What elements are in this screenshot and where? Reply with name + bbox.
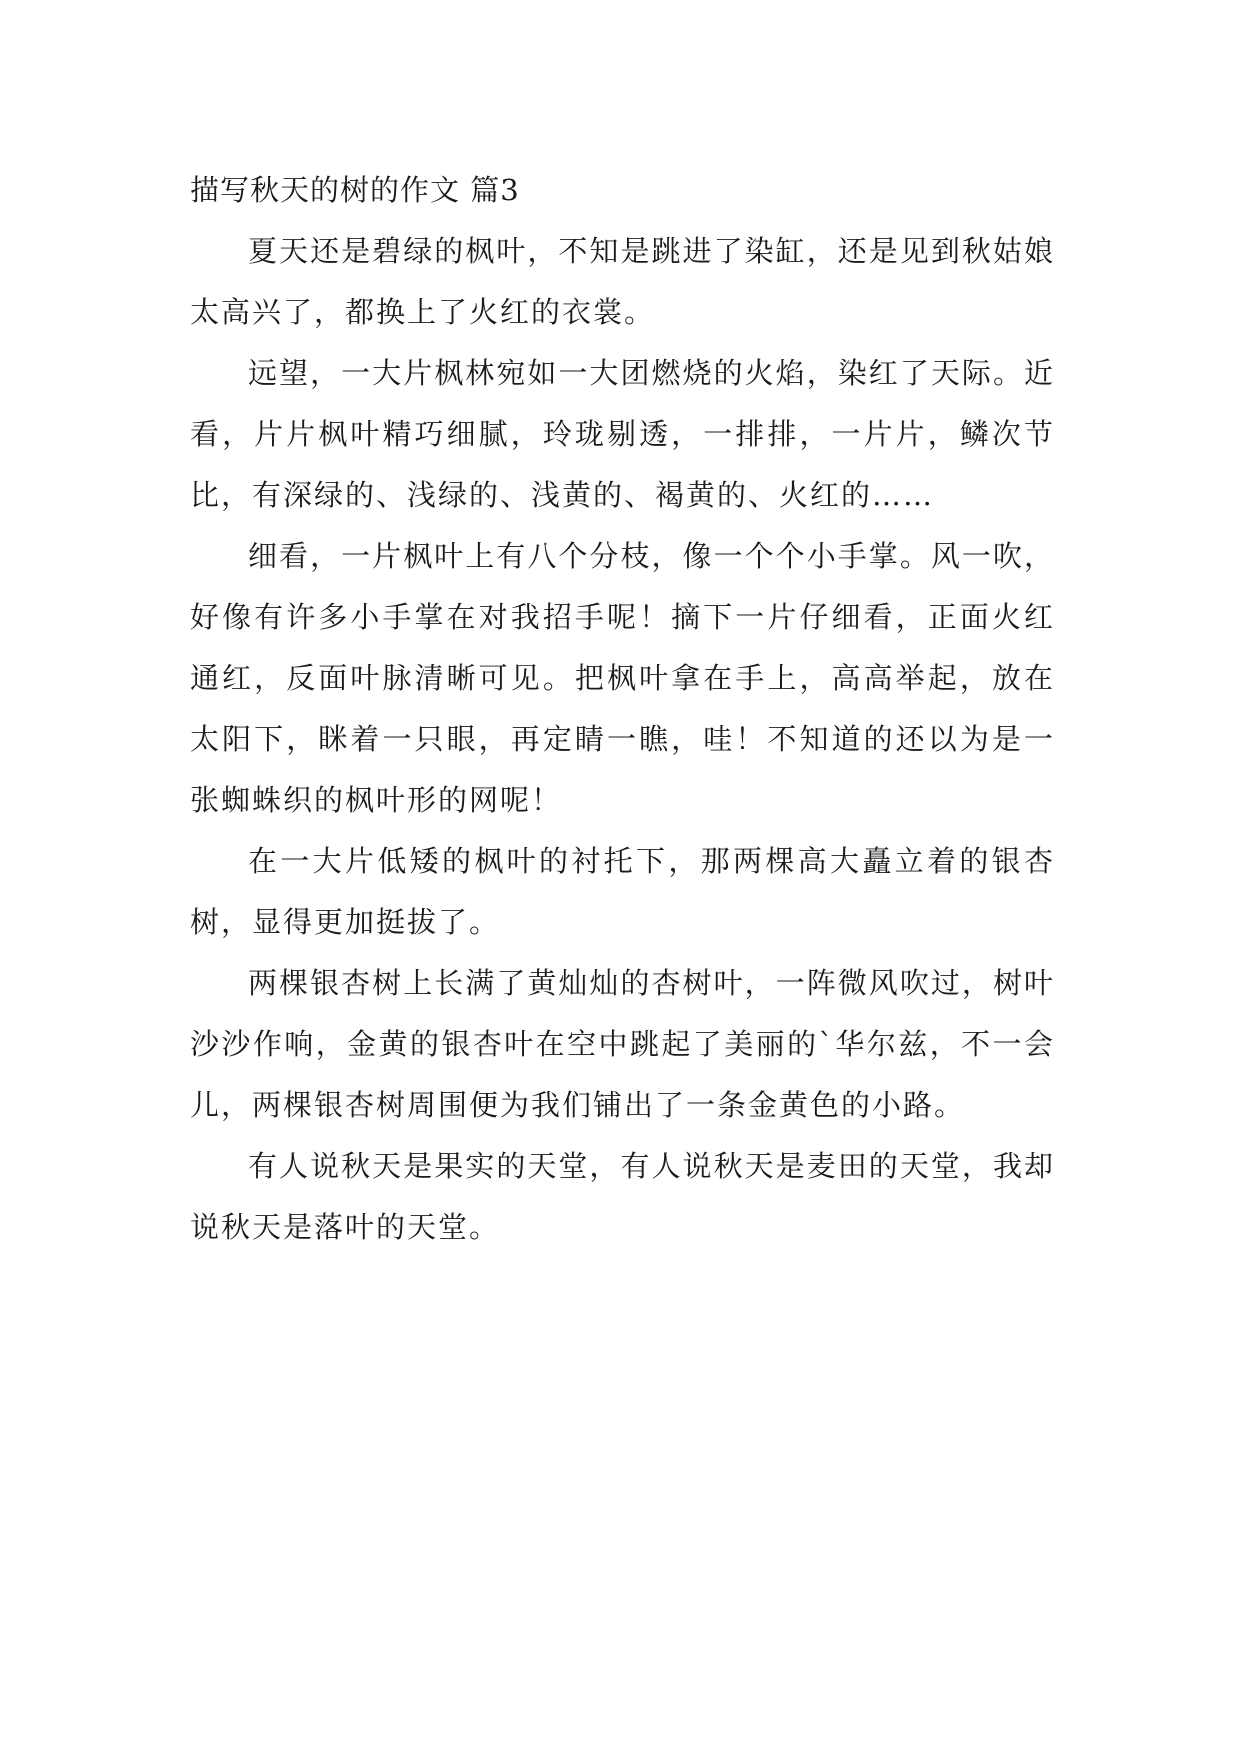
paragraph-4: 在一大片低矮的枫叶的衬托下，那两棵高大矗立着的银杏树，显得更加挺拔了。 — [190, 844, 1055, 939]
paragraph-5: 两棵银杏树上长满了黄灿灿的杏树叶，一阵微风吹过，树叶沙沙作响，金黄的银杏叶在空中跳起了美丽的`华尔兹，不一会儿，两棵银杏树周围便为我们铺出了一条金黄色的小路。 — [190, 966, 1055, 1122]
paragraph-3: 细看，一片枫叶上有八个分枝，像一个个小手掌。风一吹，好像有许多小手掌在对我招手呢！摘下一片仔细看，正面火红通红，反面叶脉清晰可见。把枫叶拿在手上，高高举起，放在太阳下，眯着一只眼，再定睛一瞧，哇！不知道的还以为是一张蜘蛛织的枫叶形的网呢！ — [190, 539, 1055, 817]
paragraph-2: 远望，一大片枫林宛如一大团燃烧的火焰，染红了天际。近看，片片枫叶精巧细腻，玲珑剔透，一排排，一片片，鳞次节比，有深绿的、浅绿的、浅黄的、褐黄的、火红的…… — [190, 356, 1055, 512]
document-title: 描写秋天的树的作文 篇3 — [190, 173, 520, 207]
paragraph-6: 有人说秋天是果实的天堂，有人说秋天是麦田的天堂，我却说秋天是落叶的天堂。 — [190, 1149, 1055, 1244]
paragraph-1: 夏天还是碧绿的枫叶，不知是跳进了染缸，还是见到秋姑娘太高兴了，都换上了火红的衣裳。 — [190, 234, 1055, 329]
document-body — [190, 160, 1055, 1258]
